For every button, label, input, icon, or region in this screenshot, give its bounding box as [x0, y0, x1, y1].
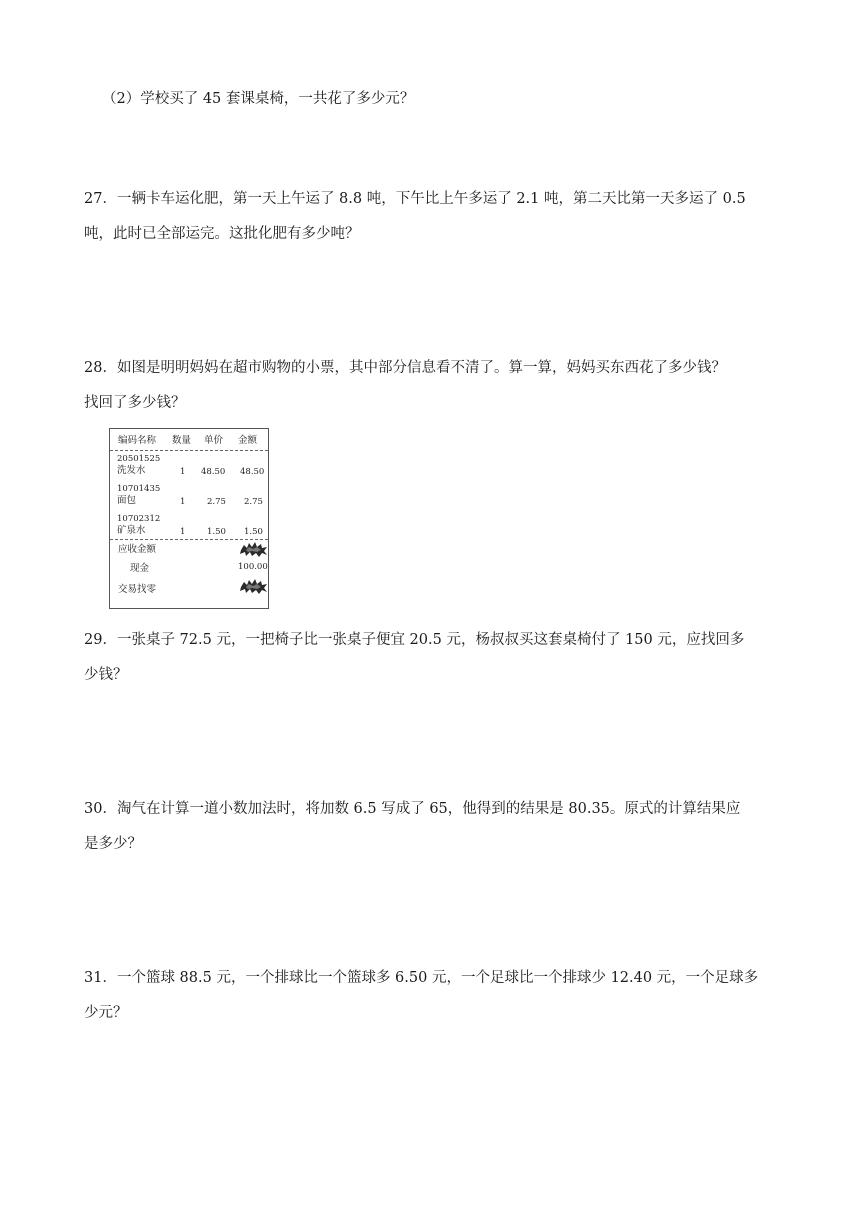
receipt-separator: [110, 450, 268, 451]
question-27-line-1: 27．一辆卡车运化肥，第一天上午运了 8.8 吨，下午比上午多运了 2.1 吨，第二天比第一天多运了 0.5: [84, 191, 746, 207]
receipt-item-name: 矿泉水: [117, 525, 146, 536]
receipt-item-name: 面包: [117, 495, 137, 506]
receipt-separator: [110, 539, 268, 540]
receipt-item-amount: 2.75: [244, 497, 263, 507]
smudge-icon: [240, 579, 268, 594]
receipt-item-code: 10701435: [117, 484, 161, 494]
question-26-part-2: （2）学校买了 45 套课桌椅，一共花了多少元？: [102, 91, 415, 107]
question-31-line-2: 少元？: [84, 1005, 128, 1021]
question-29-line-2: 少钱？: [84, 667, 128, 683]
receipt-header-amount: 金额: [238, 435, 258, 446]
question-27-line-2: 吨，此时已全部运完。这批化肥有多少吨？: [84, 226, 360, 242]
receipt-item-qty: 1: [180, 497, 186, 507]
receipt-due-label: 应收金额: [118, 544, 157, 555]
receipt-item-amount: 48.50: [240, 467, 265, 477]
receipt-header-price: 单价: [204, 435, 224, 446]
receipt-item-qty: 1: [180, 467, 186, 477]
receipt-item-amount: 1.50: [244, 527, 263, 537]
receipt-cash-label: 现金: [130, 563, 150, 574]
question-29-line-1: 29．一张桌子 72.5 元，一把椅子比一张桌子便宜 20.5 元，杨叔叔买这套桌椅付了 150 元，应找回多: [84, 632, 745, 648]
question-30-line-2: 是多少？: [84, 836, 142, 852]
question-31-line-1: 31．一个篮球 88.5 元，一个排球比一个篮球多 6.50 元，一个足球比一个排球少 12.40 元，一个足球多: [84, 970, 759, 986]
receipt-item-name: 洗发水: [117, 465, 146, 476]
receipt-item-price: 2.75: [207, 497, 226, 507]
receipt-item-code: 20501525: [117, 454, 161, 464]
smudge-icon: [240, 542, 268, 557]
receipt-item-code: 10702312: [117, 514, 161, 524]
receipt-item-price: 1.50: [207, 527, 226, 537]
shopping-receipt: [109, 428, 269, 609]
receipt-change-label: 交易找零: [118, 584, 157, 595]
receipt-item-qty: 1: [180, 527, 186, 537]
receipt-header-qty: 数量: [172, 435, 192, 446]
receipt-cash-value: 100.00: [238, 562, 268, 572]
question-28-line-2: 找回了多少钱？: [84, 395, 186, 411]
question-30-line-1: 30．淘气在计算一道小数加法时，将加数 6.5 写成了 65，他得到的结果是 80.35。原式的计算结果应: [84, 801, 741, 817]
receipt-item-price: 48.50: [201, 467, 226, 477]
receipt-header-name: 编码名称: [118, 435, 157, 446]
question-28-line-1: 28．如图是明明妈妈在超市购物的小票，其中部分信息看不清了。算一算，妈妈买东西花了多少钱？: [84, 360, 726, 376]
